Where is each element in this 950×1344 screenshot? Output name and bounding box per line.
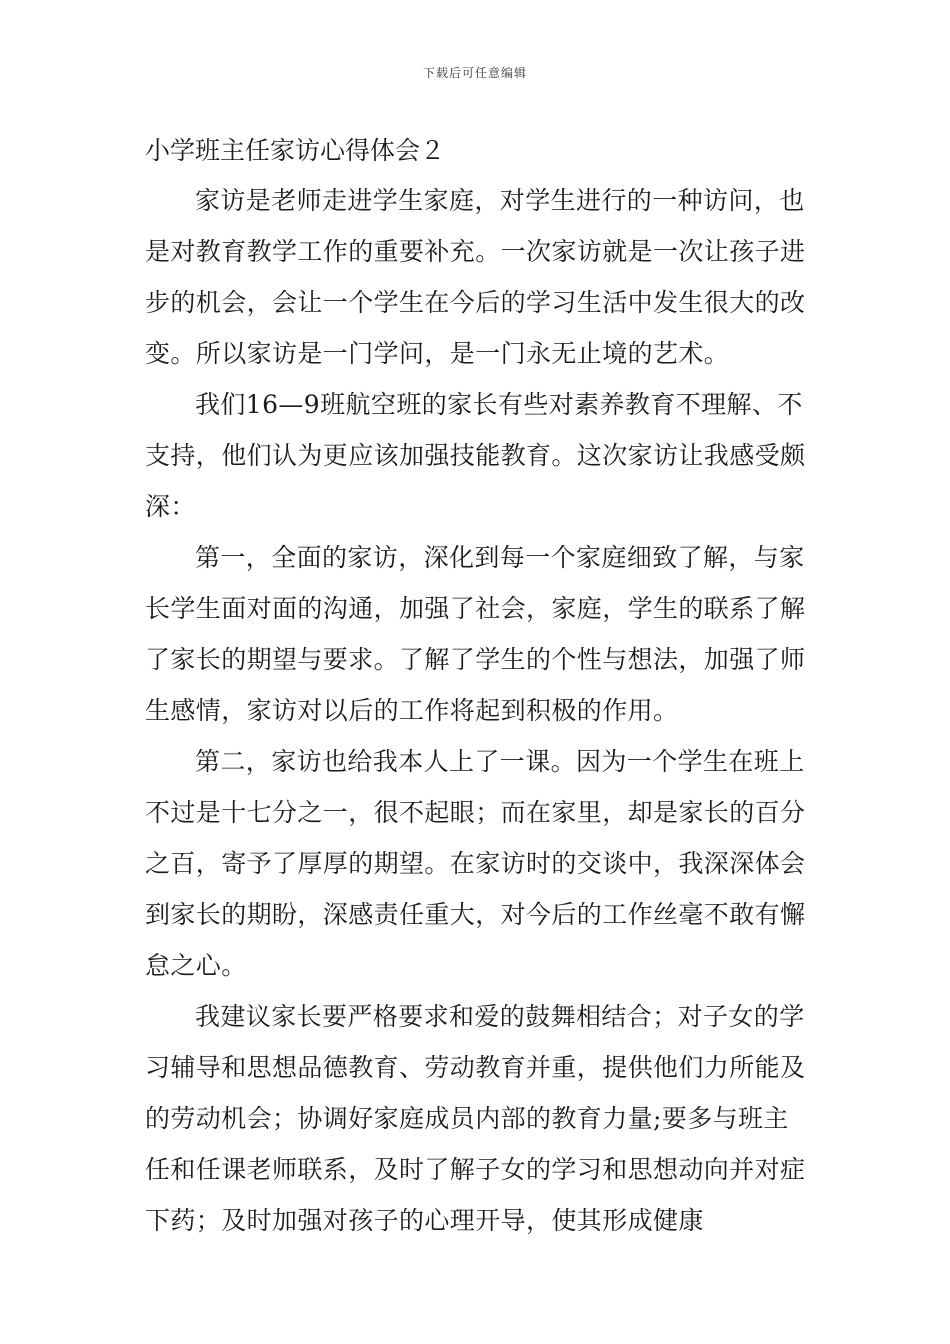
page-header-note: 下载后可任意编辑 xyxy=(422,66,527,80)
paragraph-3: 第一，全面的家访，深化到每一个家庭细致了解，与家长学生面对面的沟通，加强了社会，家庭，学生的联系了解了家长的期望与要求。了解了学生的个性与想法，加强了师生感情，家访对以后的工作将起到积极的作用。 xyxy=(145,543,806,725)
paragraph-1: 家访是老师走进学生家庭，对学生进行的一种访问，也是对教育教学工作的重要补充。一次家访就是一次让孩子进步的机会，会让一个学生在今后的学习生活中发生很大的改变。所以家访是一门学问，是一门永无止境的艺术。 xyxy=(145,186,806,368)
paragraph-4: 第二，家访也给我本人上了一课。因为一个学生在班上不过是十七分之一，很不起眼；而在家里，却是家长的百分之百，寄予了厚厚的期望。在家访时的交谈中，我深深体会到家长的期盼，深感责任重大，对今后的工作丝毫不敢有懈怠之心。 xyxy=(145,747,806,980)
paragraph-5: 我建议家长要严格要求和爱的鼓舞相结合；对子女的学习辅导和思想品德教育、劳动教育并重，提供他们力所能及的劳动机会；协调好家庭成员内部的教育力量;要多与班主任和任课老师联系，及时了解子女的学习和思想动向并对症下药；及时加强对孩子的心理开导，使其形成健康 xyxy=(145,1002,806,1235)
document-title: 小学班主任家访心得体会２ xyxy=(145,136,446,165)
document-body xyxy=(145,126,810,1246)
paragraph-2: 我们16—9班航空班的家长有些对素养教育不理解、不支持，他们认为更应该加强技能教育。这次家访让我感受颇深： xyxy=(145,390,806,521)
